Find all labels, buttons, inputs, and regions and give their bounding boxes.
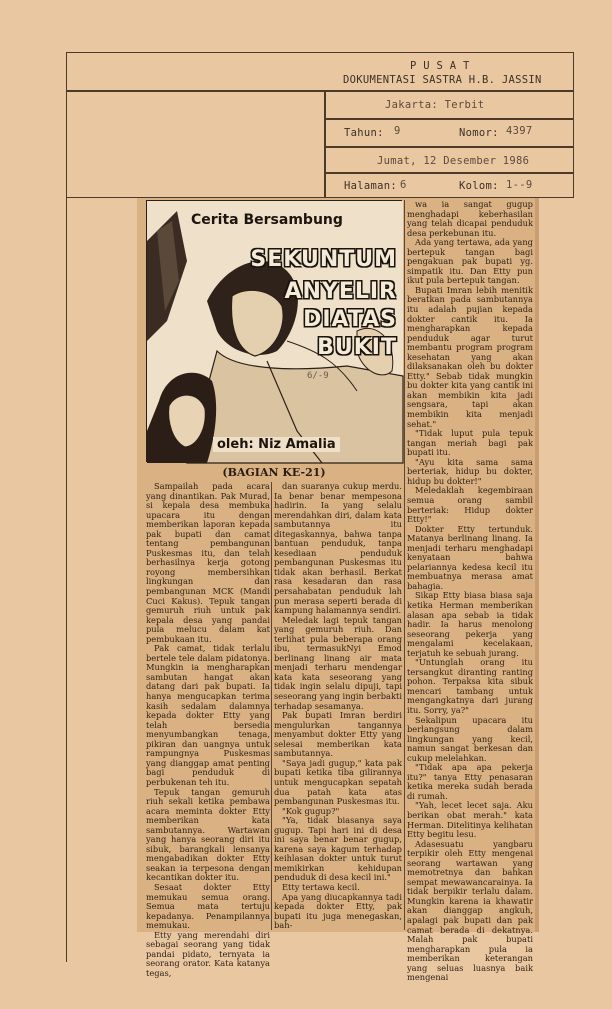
installment-heading: (BAGIAN KE-21) <box>222 466 326 479</box>
story-illustration <box>146 200 402 462</box>
paragraph: "Ya, tidak biasanya saya gugup. Tapi hari ini di desa ini saya benar benar gugup, karena saya kagum terhadap keihlasan dokter untuk turut memikirkan kehidupan penduduk di desa kecil ini." <box>274 815 402 883</box>
column-label: Kolom: <box>459 180 499 192</box>
title-line-2: ANYELIR <box>284 279 397 304</box>
paragraph: Tepuk tangan gemuruh riuh sekali ketika pembawa acara meminta dokter Etty memberikan kata sambutannya. Wartawan yang hanya seorang diri itu sibuk, barangkali lensanya mengabadikan dokter Etty seakan ia terpesona dengan kecantikan dokter itu. <box>146 786 270 883</box>
paragraph: "Kok gugup?" <box>282 805 340 816</box>
date-field: Jumat, 12 Desember 1986 <box>377 155 530 167</box>
paragraph: Sampailah pada acara yang dinantikan. Pak Murad, si kepala desa membuka upacara itu dengan memberikan laporan kepada pak bupati dan camat tentang pembangunan Puskesmas itu, dan telah berhasilnya kerja gotong royong membersihkan lingkungan dan pembangunan MCK (Mandi Cuci Kakus). Tepuk tangan gemuruh riuh untuk pak kepala desa yang pandai pula melucu dalam kat pembukaan itu. <box>146 481 270 644</box>
article-column-3 <box>407 199 533 983</box>
column-rule-2 <box>404 200 405 930</box>
year-label: Tahun: <box>344 127 384 139</box>
paragraph: Pak camat, tidak terlalu bertele tele dalam pidatonya. Mungkin ia mengharapkan sambutan hangat akan datang dari pak bupati. Ia hanya mengucapkan terima kasih sedalam dalamnya kepada dokter Etty yang telah bersedia menyumbangkan tenaga, pikiran dan uangnya untuk rampungnya Puskesmas yang dianggap amat penting bagi penduduk di perbukenan teh itu. <box>146 643 270 787</box>
org-line-1: P U S A T <box>410 60 470 72</box>
article-column-1 <box>146 481 270 978</box>
paragraph: Meledaklah kegembiraan semua orang sambil berteriak: Hidup dokter Etty!" <box>407 485 533 525</box>
paragraph: "Tidak luput pula tepuk tangan meriah bagi pak bupati itu. <box>407 428 533 458</box>
header-divider-1 <box>66 90 574 92</box>
margin-note: 6/-9 <box>307 371 329 381</box>
header-vertical-divider <box>324 90 326 198</box>
paragraph: "Ayu kita sama sama berteriak, hidup bu dokter, hidup bu dokter!" <box>407 456 533 486</box>
paragraph: Bupati Imran lebih menitik beratkan pada sambutannya itu adalah pujian kepada dokter cantik itu. Ia mengharapkan kepada penduduk agar turut membantu program program kesehatan yang akan dilaksanakan oleh bu dokter Etty." Sebab tidak mungkin bu dokter kita yang cantik ini akan membikin kita jadi sengsara, tapi akan membikin kita menjadi sehat." <box>407 284 533 429</box>
paragraph: dan suaranya cukup merdu. Ia benar benar mempesona hadirin. Ia yang selalu merendahkan diri, dalam kata sambutannya itu ditegaskannya, bahwa tanpa bantuan penduduk, tanpa kesediaan penduduk pembangunan Puskesmas itu tidak akan berhasil. Berkat rasa kesadaran dan rasa persahabatan penduduk lah pun merasa seperti berada di kampung halamannya sendiri. <box>274 481 402 616</box>
author-byline: oleh: Niz Amalia <box>213 437 340 452</box>
title-line-1: SEKUNTUM <box>250 247 397 272</box>
title-line-4: BUKIT <box>317 335 397 360</box>
header-divider-3 <box>324 146 574 148</box>
paragraph: Sikap Etty biasa biasa saja ketika Herman memberikan alasan apa sebab ia tidak hadir. Ia harus menolong seseorang pekerja yang mengalami kecelakaan, terjatuh ke sebuah jurang. <box>407 590 533 658</box>
publisher-field: Jakarta: Terbit <box>385 99 485 111</box>
header-divider-4 <box>324 172 574 174</box>
paragraph: wa ia sangat gugup menghadapi keberhasilan yang telah dicapai penduduk desa perkebunan itu. <box>407 199 533 238</box>
paragraph: Meledak lagi tepuk tangan yang gemuruh riuh. Dan terlihat pula beberapa orang ibu, termasukNyi Emod berlinang linang air mata menjadi terharu mendengar kata kata seseorang yang tidak ingin selalu dipuji, tapi seseorang yang ingin berbakti terhadap sesamanya. <box>274 614 402 711</box>
year-value: 9 <box>394 125 401 137</box>
paragraph: Pak bupati Imran berdiri mengulurkan tangannya menyambut dokter Etty yang selesai memberikan kata sambutannya. <box>274 710 402 759</box>
paragraph: "Tidak apa apa pekerja itu?" tanya Etty penasaran ketika mereka sudah berada di rumah. <box>407 762 533 801</box>
title-line-3: DIATAS <box>303 307 397 332</box>
paragraph: "Untunglah orang itu tersangkut diranting ranting pohon. Terpaksa kita sibuk mencari tambang untuk mengangkatnya dari jurang itu. Sorry, ya?" <box>407 657 533 715</box>
paragraph: Etty yang merendahi diri sebagai seorang yang tidak pandai pidato, ternyata ia seorang orator. Kata katanya tegas, <box>146 929 270 978</box>
org-line-2: DOKUMENTASI SASTRA H.B. JASSIN <box>343 74 542 86</box>
number-value: 4397 <box>506 125 533 137</box>
series-banner: Cerita Bersambung <box>191 212 343 228</box>
clipping-edge <box>535 198 539 932</box>
paragraph: Sesaat dokter Etty memukau semua orang. Semua mata tertuju kepadanya. Penampilannya memukau. <box>146 881 270 931</box>
page-value: 6 <box>400 179 407 191</box>
paragraph: "Yah, lecet lecet saja. Aku berikan obat merah." kata Herman. Ditelitinya kelihatan Etty begitu lesu. <box>407 800 533 840</box>
paragraph: Sekalipun upacara itu berlangsung dalam lingkungan yang kecil, namun sangat berkesan dan cukup melelahkan. <box>407 714 533 763</box>
column-value: 1--9 <box>506 179 533 191</box>
paragraph: Adasesuatu yangbaru terpikir oleh Etty mengenai seorang wartawan yang memotretnya dan bahkan sempat mewawancarainya. Ia tidak berpikir terlalu dalam. Mungkin karena ia khawatir akan dianggap angkuh, apalagi pak bupati dan pak camat berada di dekatnya. Malah pak bupati mengharapkan pula ia memberikan keterangan yang seluas luasnya baik mengenai <box>407 838 533 983</box>
article-column-2 <box>274 482 402 932</box>
paragraph: Dokter Etty tertunduk. Matanya berlinang linang. Ia menjadi terharu menghadapi kenyataan bahwa pelariannya kedesa kecil itu membuatnya merasa amat bahagia. <box>407 523 533 591</box>
column-rule-1 <box>271 482 272 930</box>
paragraph: Apa yang diucapkannya tadi kepada dokter Etty, pak bupati itu juga menegaskan, bah- <box>274 891 402 931</box>
paragraph: Ada yang tertawa, ada yang bertepuk tangan bagi pengakuan pak bupati yg. simpatik itu. Dan Etty pun ikut pula bertepuk tangan. <box>407 237 533 286</box>
page-label: Halaman: <box>344 180 397 192</box>
header-divider-2 <box>324 118 574 120</box>
paragraph: "Saya jadi gugup," kata pak bupati ketika tiba gilirannya untuk mengucapkan sepatah dua patah kata atas pembangunan Puskesmas itu. <box>274 757 402 807</box>
number-label: Nomor: <box>459 127 499 139</box>
paragraph: Etty tertawa kecil. <box>282 881 360 892</box>
